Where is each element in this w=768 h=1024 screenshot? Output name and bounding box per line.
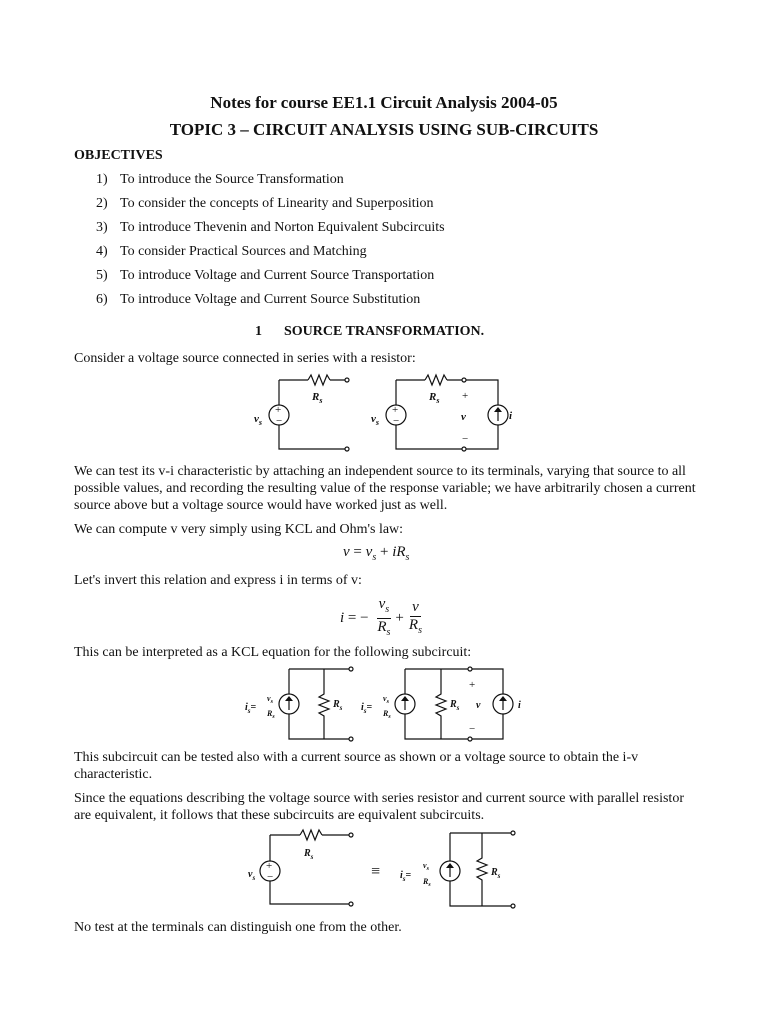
rs-label: $R_s$ (429, 391, 440, 405)
is-fraction-numerator: $v_s$ (383, 694, 389, 705)
figure-current-source-circuits (240, 664, 540, 744)
paragraph-8: No test at the terminals can distinguish one from the other. (74, 920, 402, 935)
equivalence-symbol: ≡ (371, 863, 381, 880)
plus-sign: + (469, 679, 476, 691)
rs-label: $R_s$ (491, 867, 501, 880)
plus-sign: + (462, 390, 469, 402)
is-fraction-denominator: $R_s$ (423, 877, 431, 888)
minus-sign: − (276, 415, 283, 427)
rs-label: $R_s$ (333, 699, 343, 712)
v-label: v (476, 700, 481, 711)
plus-sign: + (275, 404, 282, 416)
section-heading (255, 324, 484, 340)
is-fraction-denominator: $R_s$ (267, 709, 275, 720)
is-label: $i_s=$ (245, 702, 257, 715)
topic-title: TOPIC 3 – CIRCUIT ANALYSIS USING SUB-CIRCUITS (169, 120, 599, 139)
is-label: $i_s=$ (400, 870, 412, 883)
minus-sign: − (267, 871, 274, 883)
paragraph-7: Since the equations describing the voltage source with series resistor and current source with parallel resistor are equivalent, it follows that these subcircuits are equivalent subcircuits. (74, 791, 684, 823)
objectives-heading: OBJECTIVES (74, 148, 163, 163)
is-fraction-numerator: $v_s$ (423, 861, 429, 872)
paragraph-5: This can be interpreted as a KCL equation for the following subcircuit: (74, 645, 472, 660)
plus-sign: + (266, 860, 273, 872)
figure-voltage-source-circuits (250, 372, 520, 452)
rs-label: $R_s$ (312, 391, 323, 405)
paragraph-3: We can compute v very simply using KCL and Ohm's law: (74, 522, 404, 537)
vs-label: $v_s$ (254, 413, 263, 427)
rs-label: $R_s$ (450, 699, 460, 712)
v-label: v (461, 411, 466, 423)
equation-i: i = − $\frac{v_s}{R_s}$ + $\frac{v}{R_s}$ (340, 596, 422, 638)
is-fraction-numerator: $v_s$ (267, 694, 273, 705)
minus-sign: − (393, 415, 400, 427)
paragraph-2: We can test its v-i characteristic by attaching an independent source to its terminals, varying that source to all possible values, and recording the resulting value of the response variable; we have arbitrarily chosen a current source above but a voltage source would have worked just as well. (74, 464, 696, 513)
paragraph-6: This subcircuit can be tested also with a current source as shown or a voltage source to obtain the i-v characteristic. (74, 750, 639, 782)
i-label: i (518, 700, 521, 711)
vs-label: $v_s$ (371, 413, 380, 427)
is-fraction-denominator: $R_s$ (383, 709, 391, 720)
section-number: 1 (255, 324, 262, 339)
section-title: SOURCE TRANSFORMATION. (284, 324, 485, 339)
plus-sign: + (392, 404, 399, 416)
i-label: i (509, 410, 513, 422)
objectives-list: 1) To introduce the Source Transformation 2) To consider the concepts of Linearity and Superposition 3) To introduce Thevenin and Norton Equivalent Subcircuits 4) To consider Practical Sources and Matching 5) To introduce Voltage and Current Source Transportation 6) To introduce Voltage and Current Source Substitution (96, 172, 445, 307)
paragraph-1: Consider a voltage source connected in series with a resistor: (74, 351, 416, 366)
paragraph-4: Let's invert this relation and express i in terms of v: (74, 573, 362, 588)
rs-label: $R_s$ (304, 848, 314, 861)
vs-label: $v_s$ (248, 869, 256, 882)
figure-equivalent-circuits (245, 828, 525, 910)
is-label: $i_s=$ (361, 702, 373, 715)
minus-sign: − (462, 433, 469, 445)
document-title: Notes for course EE1.1 Circuit Analysis 2004-05 (210, 93, 558, 112)
minus-sign: − (469, 723, 476, 735)
equation-v: $v = v_s + iR_s$ (343, 544, 410, 563)
